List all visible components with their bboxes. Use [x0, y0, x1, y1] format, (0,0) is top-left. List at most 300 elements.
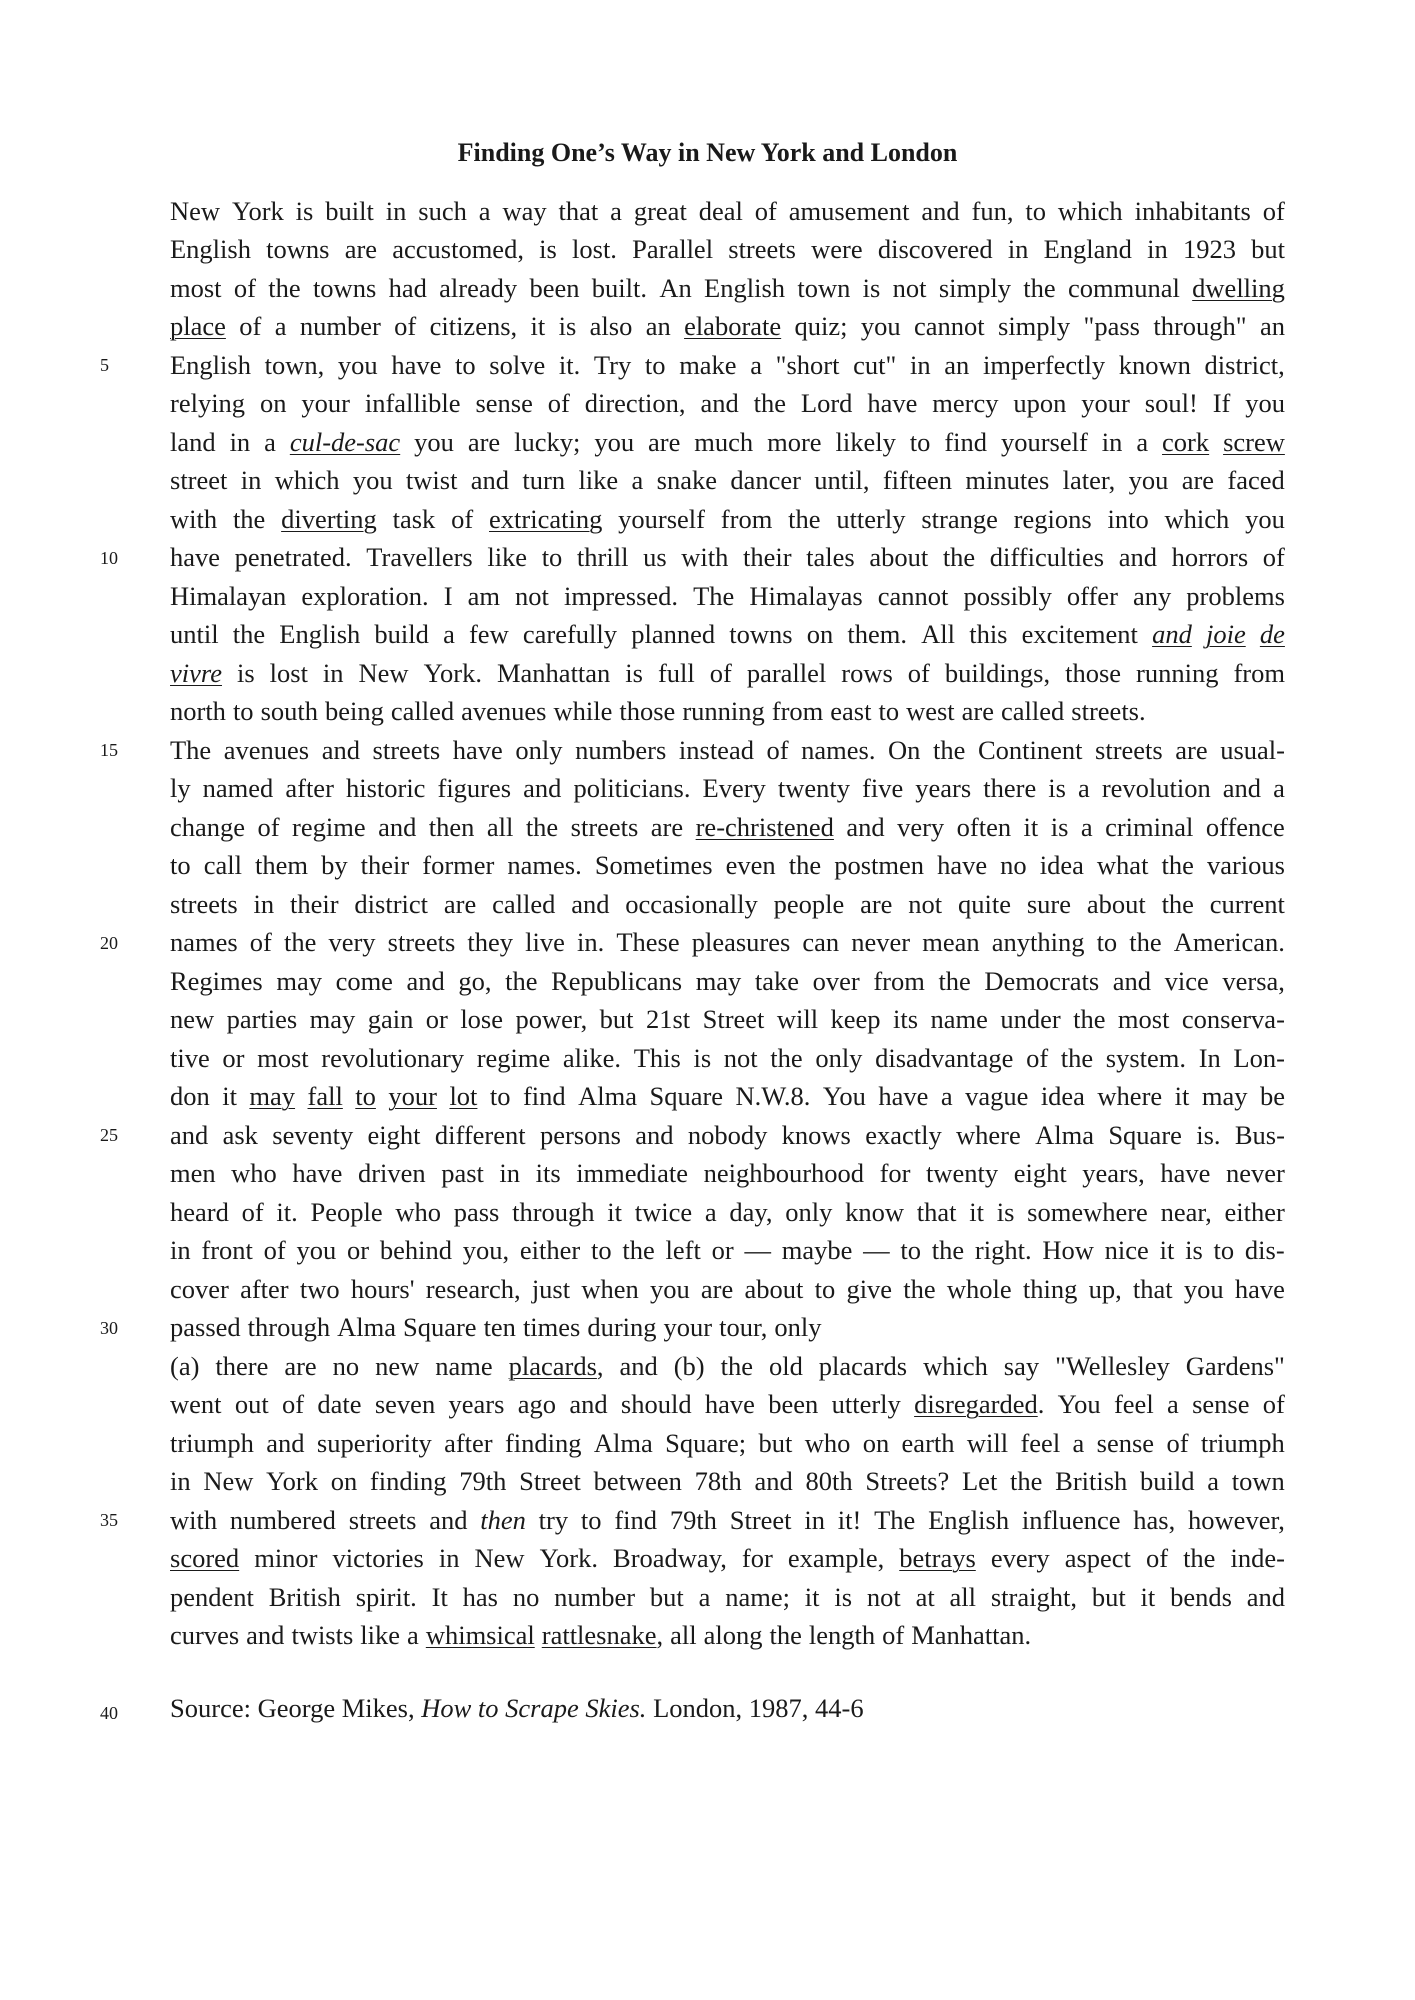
word: have — [878, 1081, 929, 1112]
word: Bus- — [1234, 1119, 1285, 1150]
word: the — [268, 272, 301, 303]
word: it — [530, 311, 546, 342]
word: often — [956, 811, 1012, 842]
word: where — [1097, 1081, 1163, 1112]
text-line — [170, 1424, 1285, 1463]
word: towns — [266, 234, 330, 265]
word: 1923 — [1182, 234, 1236, 265]
word: from — [771, 696, 824, 727]
word: is — [539, 234, 557, 265]
word: or — [711, 1235, 734, 1266]
word: gain — [367, 1004, 414, 1035]
word: between — [593, 1466, 682, 1497]
word: is — [996, 1196, 1015, 1227]
word: to — [1213, 1235, 1235, 1266]
word: of — [907, 657, 930, 688]
word: the — [1073, 1004, 1106, 1035]
word: live — [525, 927, 565, 958]
word: parties — [226, 1004, 298, 1035]
word: the — [942, 542, 976, 573]
word: New — [170, 195, 221, 226]
word: possibly — [963, 580, 1052, 611]
word: regime — [292, 811, 366, 842]
word: two — [299, 1273, 340, 1304]
word: regime — [476, 1042, 551, 1073]
word: in — [804, 1504, 825, 1535]
word: New — [474, 1543, 525, 1574]
word: take — [754, 965, 800, 996]
word: difficulties — [989, 542, 1105, 573]
word: yourself — [618, 503, 705, 534]
word: streets — [387, 927, 456, 958]
word: on — [806, 619, 834, 650]
word: utterly — [836, 503, 906, 534]
source-prefix: Source: George Mikes, — [170, 1693, 415, 1723]
word: say — [1003, 1350, 1040, 1381]
word: or — [222, 1042, 245, 1073]
source-citation — [170, 1690, 864, 1726]
word: an — [645, 311, 671, 342]
word: built. — [591, 272, 648, 303]
word: full — [657, 657, 695, 688]
word: whole — [946, 1273, 1012, 1304]
word: already — [439, 272, 518, 303]
word: land — [170, 426, 216, 457]
text-line — [170, 693, 1285, 732]
word: but — [1251, 234, 1285, 265]
word: that — [1132, 1273, 1173, 1304]
word: to — [878, 696, 900, 727]
word: their — [742, 542, 792, 573]
line-number: 25 — [100, 1125, 118, 1146]
word: in — [170, 1466, 191, 1497]
word: Let — [962, 1466, 998, 1497]
word: is — [558, 311, 577, 342]
word: should — [620, 1389, 692, 1420]
word: where — [956, 1119, 1021, 1150]
text-line — [170, 346, 1285, 385]
word: the — [770, 1042, 803, 1073]
text-line — [170, 924, 1285, 963]
word: through" — [1153, 311, 1247, 342]
word: your — [1081, 388, 1130, 419]
word: Republicans — [551, 965, 683, 996]
word: a — [478, 195, 491, 226]
word: 80th — [805, 1466, 853, 1497]
word: American. — [1173, 927, 1285, 958]
word: however, — [1188, 1504, 1285, 1535]
word: twenty — [777, 773, 850, 804]
word: yourself — [1000, 426, 1088, 457]
word: you — [337, 349, 378, 380]
word: horrors — [1171, 542, 1249, 573]
word: and — [1112, 965, 1152, 996]
word: in — [229, 426, 251, 457]
word: of — [1262, 1389, 1285, 1420]
word: Street — [702, 1004, 765, 1035]
word: are — [467, 426, 501, 457]
word: The — [170, 734, 212, 765]
word: sense — [475, 388, 533, 419]
word: lose — [460, 1004, 503, 1035]
word: York — [266, 1466, 318, 1497]
word: it — [607, 1196, 623, 1227]
word: joie — [1205, 619, 1246, 650]
word: in — [438, 1543, 460, 1574]
word: simply — [998, 311, 1071, 342]
word: times — [522, 1312, 581, 1343]
word: years, — [1082, 1158, 1145, 1189]
word: have — [292, 1158, 343, 1189]
word: Democrats — [984, 965, 1100, 996]
word: curves — [170, 1620, 240, 1651]
word: to — [355, 1081, 376, 1112]
line-number: 10 — [100, 547, 118, 568]
word: of — [709, 657, 732, 688]
word: through — [512, 1196, 595, 1227]
word: in — [1007, 234, 1029, 265]
text-line — [170, 962, 1285, 1001]
word: with — [170, 503, 218, 534]
word: a — [1080, 811, 1093, 842]
word: impressed. — [563, 580, 679, 611]
word: "short — [775, 349, 840, 380]
word: a — [274, 311, 287, 342]
word: it. — [276, 1196, 298, 1227]
word: dis- — [1244, 1235, 1285, 1266]
word: of — [1145, 1543, 1169, 1574]
word: disregarded. — [914, 1389, 1045, 1420]
word: faced — [1227, 465, 1285, 496]
word: name; — [725, 1581, 790, 1612]
word: inhabitants — [1134, 195, 1251, 226]
word: If — [1212, 388, 1231, 419]
word: to — [489, 1081, 511, 1112]
word: and — [1118, 542, 1157, 573]
word: a — [698, 1581, 711, 1612]
word: I — [443, 580, 453, 611]
word: numbers — [575, 734, 667, 765]
word: streets — [728, 234, 796, 265]
word: vice — [1164, 965, 1209, 996]
word: sure — [1026, 888, 1071, 919]
word: versa, — [1222, 965, 1285, 996]
word: are — [1181, 465, 1215, 496]
word: will — [966, 1427, 1009, 1458]
word: English — [170, 349, 251, 380]
word: have — [391, 349, 442, 380]
word: citizens, — [429, 311, 518, 342]
word: in — [240, 465, 262, 496]
word: vivre — [170, 657, 222, 688]
word: pass — [453, 1196, 500, 1227]
word: rattlesnake, — [541, 1620, 664, 1651]
word: An — [659, 272, 692, 303]
word: are — [650, 811, 684, 842]
word: You — [1057, 1389, 1101, 1420]
word: can — [802, 927, 840, 958]
word: accustomed, — [392, 234, 524, 265]
word: called — [1001, 696, 1065, 727]
word: cannot — [877, 580, 949, 611]
word: York — [231, 195, 284, 226]
word: cover — [170, 1273, 229, 1304]
word: make — [679, 349, 737, 380]
word: those — [619, 696, 676, 727]
word: streets. — [1071, 696, 1146, 727]
word: (b) — [673, 1350, 705, 1381]
word: twice — [634, 1196, 693, 1227]
word: English — [928, 1504, 1010, 1535]
word: number — [554, 1581, 636, 1612]
word: most — [1117, 1004, 1170, 1035]
word: it — [222, 1081, 237, 1112]
word: English — [704, 272, 786, 303]
word: may — [249, 1081, 296, 1112]
word: direction, — [584, 388, 686, 419]
word: not — [866, 1581, 901, 1612]
word: planned — [631, 619, 716, 650]
word: penetrated. — [234, 542, 352, 573]
word: revolutionary — [321, 1042, 465, 1073]
word: it — [804, 1581, 820, 1612]
word: don — [170, 1081, 210, 1112]
word: its — [535, 1158, 561, 1189]
word: feel — [1020, 1427, 1061, 1458]
text-line — [170, 1347, 1285, 1386]
word: whimsical — [425, 1620, 535, 1651]
word: great — [633, 195, 687, 226]
word: sense — [1192, 1389, 1250, 1420]
word: aspect — [1064, 1543, 1131, 1574]
word: more — [767, 426, 822, 457]
word: like — [578, 465, 619, 496]
word: deal — [698, 195, 743, 226]
word: ago — [517, 1389, 557, 1420]
word: may — [695, 965, 742, 996]
word: no — [512, 1581, 540, 1612]
word: screw — [1223, 426, 1285, 457]
word: 21st — [645, 1004, 691, 1035]
word: These — [616, 927, 680, 958]
word: went — [170, 1389, 222, 1420]
text-line — [170, 1463, 1285, 1502]
word: You — [822, 1081, 866, 1112]
word: there — [983, 773, 1037, 804]
word: and — [378, 811, 417, 842]
word: west — [906, 696, 955, 727]
word: Parallel — [632, 234, 714, 265]
word: you, — [462, 1235, 510, 1266]
text-line — [170, 1270, 1285, 1309]
word: anything — [991, 927, 1085, 958]
word: alike. — [562, 1042, 622, 1073]
word: and — [571, 888, 610, 919]
word: cork — [1162, 426, 1210, 457]
text-line — [170, 1617, 1285, 1656]
line-number: 5 — [100, 355, 109, 376]
word: feel — [1113, 1389, 1154, 1420]
text-line — [170, 269, 1285, 308]
text-line — [170, 731, 1285, 770]
word: after — [285, 773, 334, 804]
word: your — [388, 1081, 437, 1112]
word: dwelling — [1192, 272, 1285, 303]
word: and — [170, 1119, 209, 1150]
text-line — [170, 1540, 1285, 1579]
word: exactly — [865, 1119, 942, 1150]
word: the — [903, 1273, 936, 1304]
word: number — [299, 311, 381, 342]
word: with — [681, 542, 729, 573]
word: the — [505, 965, 538, 996]
word: knows — [781, 1119, 851, 1150]
word: have — [1160, 1158, 1211, 1189]
word: a — [940, 1081, 953, 1112]
word: all — [949, 1581, 977, 1612]
word: and — [921, 195, 960, 226]
word: front — [201, 1235, 253, 1266]
word: know — [845, 1196, 905, 1227]
word: out — [234, 1389, 269, 1420]
word: minor — [254, 1543, 318, 1574]
word: revolution — [1101, 773, 1211, 804]
word: quiz; — [794, 311, 848, 342]
word: very — [328, 927, 376, 958]
word: new — [375, 1350, 420, 1381]
word: about — [744, 1273, 804, 1304]
word: solve — [489, 349, 546, 380]
word: system. — [1105, 1042, 1187, 1073]
word: has, — [1133, 1504, 1176, 1535]
word: a — [1136, 426, 1149, 457]
word: — — [863, 1235, 890, 1266]
word: those — [1065, 657, 1122, 688]
word: to — [170, 850, 191, 881]
word: cul-de-sac — [289, 426, 401, 457]
word: example, — [787, 1543, 885, 1574]
word: quite — [958, 888, 1011, 919]
text-line — [170, 462, 1285, 501]
word: you — [594, 426, 635, 457]
word: the — [931, 1235, 965, 1266]
word: from — [1233, 657, 1285, 688]
word: into — [1107, 503, 1149, 534]
word: in — [910, 349, 931, 380]
text-line — [170, 1078, 1285, 1117]
word: try — [538, 1504, 569, 1535]
word: 78th — [694, 1466, 742, 1497]
text-line — [170, 1501, 1285, 1540]
word: a — [1207, 1466, 1220, 1497]
word: of — [451, 503, 474, 534]
word: have — [704, 1389, 755, 1420]
word: Try — [593, 349, 632, 380]
word: offer — [1066, 580, 1118, 611]
word: influence — [1021, 1504, 1121, 1535]
word: you — [1245, 388, 1285, 419]
word: to — [814, 1273, 836, 1304]
word: communal — [1067, 272, 1180, 303]
word: idea — [1040, 1081, 1085, 1112]
text-line — [170, 616, 1285, 655]
text-line — [170, 539, 1285, 578]
word: tales — [806, 542, 855, 573]
word: also — [589, 311, 633, 342]
word: north — [170, 696, 226, 727]
word: Sometimes — [594, 850, 713, 881]
word: of — [249, 927, 272, 958]
word: been — [768, 1389, 819, 1420]
word: Square — [649, 1081, 724, 1112]
word: simply — [938, 272, 1011, 303]
word: placards — [818, 1350, 908, 1381]
word: during — [587, 1312, 657, 1343]
word: this — [969, 619, 1008, 650]
word: cut" — [853, 349, 897, 380]
word: and — [619, 1350, 658, 1381]
word: of — [282, 1389, 305, 1420]
word: (a) — [170, 1350, 200, 1381]
word: the — [622, 1235, 655, 1266]
word: Gardens" — [1185, 1350, 1285, 1381]
word: only — [815, 1042, 863, 1073]
word: heard — [170, 1196, 229, 1227]
word: discovered — [877, 234, 993, 265]
word: the — [933, 734, 966, 765]
word: York. — [539, 1543, 598, 1574]
word: a — [631, 465, 644, 496]
word: it — [1140, 1581, 1156, 1612]
word: who — [804, 1427, 851, 1458]
word: twenty — [926, 1158, 999, 1189]
word: name — [930, 1004, 988, 1035]
word: and — [846, 811, 885, 842]
word: Alma — [578, 1081, 638, 1112]
word: nobody — [687, 1119, 768, 1150]
word: criminal — [1105, 811, 1194, 842]
word: to — [1025, 195, 1046, 226]
word: infallible — [364, 388, 461, 419]
word: have — [452, 734, 503, 765]
word: them. — [847, 619, 908, 650]
word: or — [347, 1235, 370, 1266]
word: town — [797, 272, 851, 303]
word: figures — [437, 773, 512, 804]
word: while — [553, 696, 613, 727]
word: which — [923, 1350, 988, 1381]
word: pendent — [170, 1581, 254, 1612]
word: names. — [507, 850, 582, 881]
word: from — [720, 503, 773, 534]
word: past — [441, 1158, 484, 1189]
word: you — [296, 1235, 337, 1266]
line-number: 40 — [100, 1702, 118, 1723]
word: named — [202, 773, 274, 804]
word: are — [961, 696, 995, 727]
word: diverting — [281, 503, 377, 534]
word: to — [541, 542, 563, 573]
document-title: Finding One’s Way in New York and London — [457, 138, 958, 167]
word: of — [754, 195, 777, 226]
word: 79th — [669, 1504, 717, 1535]
word: no — [332, 1350, 360, 1381]
word: Travellers — [366, 542, 473, 573]
word: is — [1048, 773, 1066, 804]
word: but — [1091, 1581, 1126, 1612]
word: it! — [837, 1504, 862, 1535]
word: it — [1023, 811, 1039, 842]
